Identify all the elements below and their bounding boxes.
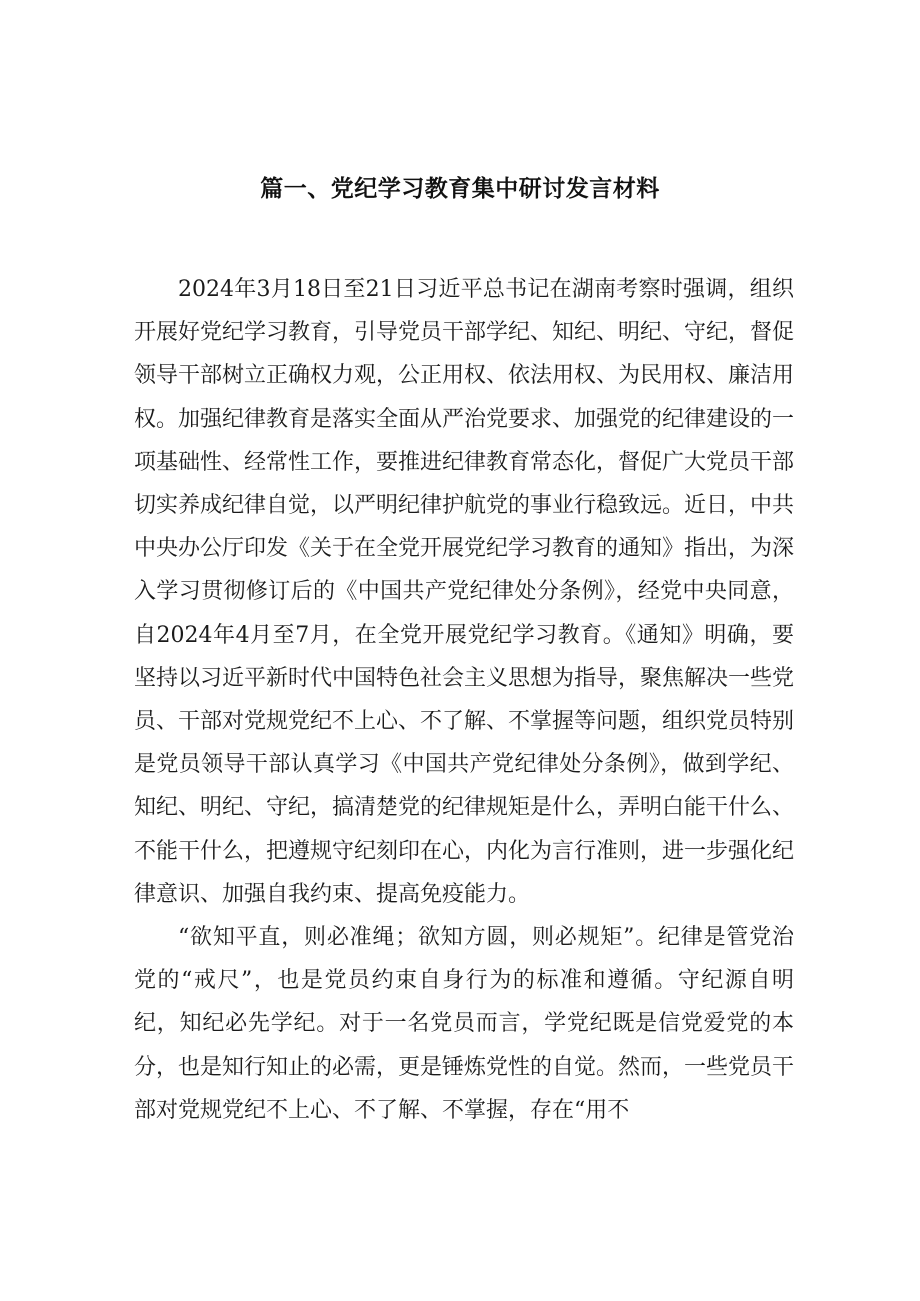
paragraph-2: “欲知平直，则必准绳；欲知方圆，则必规矩”。纪律是管党治党的“戒尺”，也是党员约束自身行为的标准和遵循。守纪源自明纪，知纪必先学纪。对于一名党员而言，学党纪既是信党爱党的本分，也是知行知止的必需，更是锤炼党性的自觉。然而，一些党员干部对党规党纪不上心、不了解、不掌握，存在“用不 (134, 925, 795, 1123)
document-title: 篇一、党纪学习教育集中研讨发言材料 (260, 176, 660, 202)
document-body (134, 268, 794, 1132)
paragraph-1: 2024年3月18日至21日习近平总书记在湖南考察时强调，组织开展好党纪学习教育，引导党员干部学纪、知纪、明纪、守纪，督促领导干部树立正确权力观，公正用权、依法用权、为民用权、廉洁用权。加强纪律教育是落实全面从严治党要求、加强党的纪律建设的一项基础性、经常性工作，要推进纪律教育常态化，督促广大党员干部切实养成纪律自觉，以严明纪律护航党的事业行稳致远。近日，中共中央办公厅印发《关于在全党开展党纪学习教育的通知》指出，为深入学习贯彻修订后的《中国共产党纪律处分条例》，经党中央同意，自2024年4月至7月，在全党开展党纪学习教育。《通知》明确，要坚持以习近平新时代中国特色社会主义思想为指导，聚焦解决一些党员、干部对党规党纪不上心、不了解、不掌握等问题，组织党员特别是党员领导干部认真学习《中国共产党纪律处分条例》，做到学纪、知纪、明纪、守纪，搞清楚党的纪律规矩是什么，弄明白能干什么、不能干什么，把遵规守纪刻印在心，内化为言行准则，进一步强化纪律意识、加强自我约束、提高免疫能力。 (134, 277, 795, 907)
